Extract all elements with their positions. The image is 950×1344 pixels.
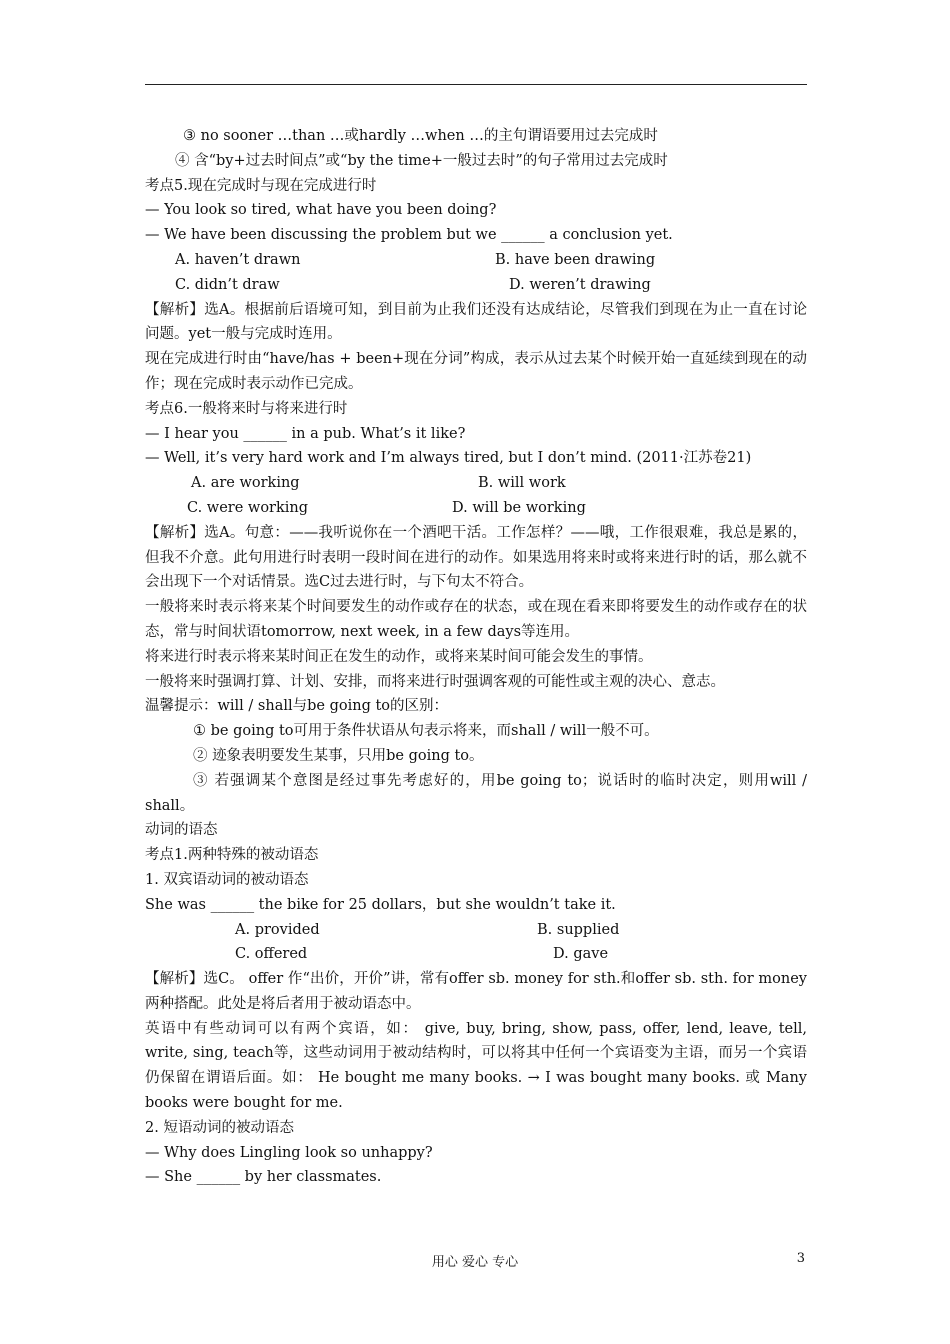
q6-note1: 一般将来时表示将来某个时间要发生的动作或存在的状态，或在现在看来即将要发生的动作或存在的状态，常与时间状语tomorrow, next week, in a few days等连用。 [145, 599, 807, 640]
tip-3: ③ 若强调某个意图是经过事先考虑好的，用be going to；说话时的临时决定，则用will / shall。 [145, 772, 807, 814]
option-a: A. haven’t drawn [175, 251, 301, 268]
voice-title: 动词的语态 [145, 822, 218, 839]
page-content [145, 124, 807, 1190]
q6-note3: 一般将来时强调打算、计划、安排，而将来进行时强调客观的可能性或主观的决心、意志。 [145, 673, 725, 690]
option-a: A. are working [191, 475, 300, 492]
q5-note: 现在完成进行时由“have/has + been+现在分词”构成，表示从过去某个时候开始一直延续到现在的动作；现在完成时表示动作已完成。 [145, 351, 807, 392]
q6-analysis: 【解析】选A。句意：——我听说你在一个酒吧干活。工作怎样？——哦，工作很艰难，我总是累的，但我不介意。此句用进行时表明一段时间在进行的动作。如果选用将来时或将来进行时的话，那么就不会出现下一个对话情景。选C过去进行时，与下句太不符合。 [145, 524, 807, 591]
option-b: B. have been drawing [495, 251, 656, 268]
v2-question-2: — She ______ by her classmates. [145, 1169, 382, 1186]
v1-note: 英语中有些动词可以有两个宾语，如： give, buy, bring, show, pass, offer, lend, leave, tell, write, sing, teach等，这些动词用于被动结构时，可以将其中任何一个宾语变为主语，而另一个宾语仍保留在谓语后面。如： He bought me many books. → I was bought many books. 或 Many books were bought for me. [145, 1020, 807, 1112]
option-c: C. didn’t draw [175, 276, 280, 293]
header-rule [145, 84, 807, 85]
option-d: D. weren’t drawing [509, 276, 651, 293]
tip-2: ② 迹象表明要发生某事，只用be going to。 [193, 747, 484, 764]
option-b: B. will work [478, 475, 566, 492]
q5-options-cd [145, 273, 807, 298]
q5-line2: — We have been discussing the problem but we ______ a conclusion yet. [145, 227, 673, 244]
option-d: D. will be working [452, 499, 586, 516]
q6-note2: 将来进行时表示将来某时间正在发生的动作，或将来某时间可能会发生的事情。 [145, 648, 653, 665]
v1-question: She was ______ the bike for 25 dollars，but she wouldn’t take it. [145, 896, 616, 913]
option-c: C. were working [187, 499, 309, 516]
v1-options-ab [145, 918, 807, 943]
section-title-5: 考点5.现在完成时与现在完成进行时 [145, 177, 377, 194]
option-c: C. offered [235, 946, 308, 963]
option-b: B. supplied [537, 921, 620, 938]
section-title-6: 考点6.一般将来时与将来进行时 [145, 400, 348, 417]
voice-section-1: 考点1.两种特殊的被动语态 [145, 847, 319, 864]
rule-4: ④ 含“by+过去时间点”或“by the time+一般过去时”的句子常用过去完成时 [175, 152, 668, 169]
q6-line2: — Well, it’s very hard work and I’m always tired, but I don’t mind. (2011·江苏卷21) [145, 450, 752, 467]
voice-sub-2: 2. 短语动词的被动语态 [145, 1119, 294, 1136]
option-d: D. gave [553, 946, 609, 963]
q6-options-cd [145, 496, 807, 521]
q6-line1: — I hear you ______ in a pub. What’s it like? [145, 425, 466, 442]
footer-slogan: 用心 爱心 专心 [431, 1255, 519, 1270]
q5-options-ab [145, 248, 807, 273]
page-number: 3 [796, 1251, 805, 1266]
tip-title: 温馨提示：will / shall与be going to的区别： [145, 698, 449, 715]
v2-question-1: — Why does Lingling look so unhappy? [145, 1144, 433, 1161]
v1-analysis: 【解析】选C。 offer 作“出价，开价”讲，常有offer sb. money for sth.和offer sb. sth. for money两种搭配。此处是将后者用于被动语态中。 [145, 971, 807, 1012]
voice-sub-1: 1. 双宾语动词的被动语态 [145, 871, 309, 888]
q5-line1: — You look so tired, what have you been doing? [145, 202, 497, 219]
tip-1: ① be going to可用于条件状语从句表示将来，而shall / will一般不可。 [193, 723, 659, 740]
v1-options-cd [145, 942, 807, 967]
q6-options-ab [145, 471, 807, 496]
option-a: A. provided [235, 921, 320, 938]
rule-3: ③ no sooner …than …或hardly …when …的主句谓语要用过去完成时 [183, 128, 658, 144]
q5-analysis: 【解析】选A。根据前后语境可知，到目前为止我们还没有达成结论，尽管我们到现在为止一直在讨论问题。yet一般与完成时连用。 [145, 301, 807, 343]
